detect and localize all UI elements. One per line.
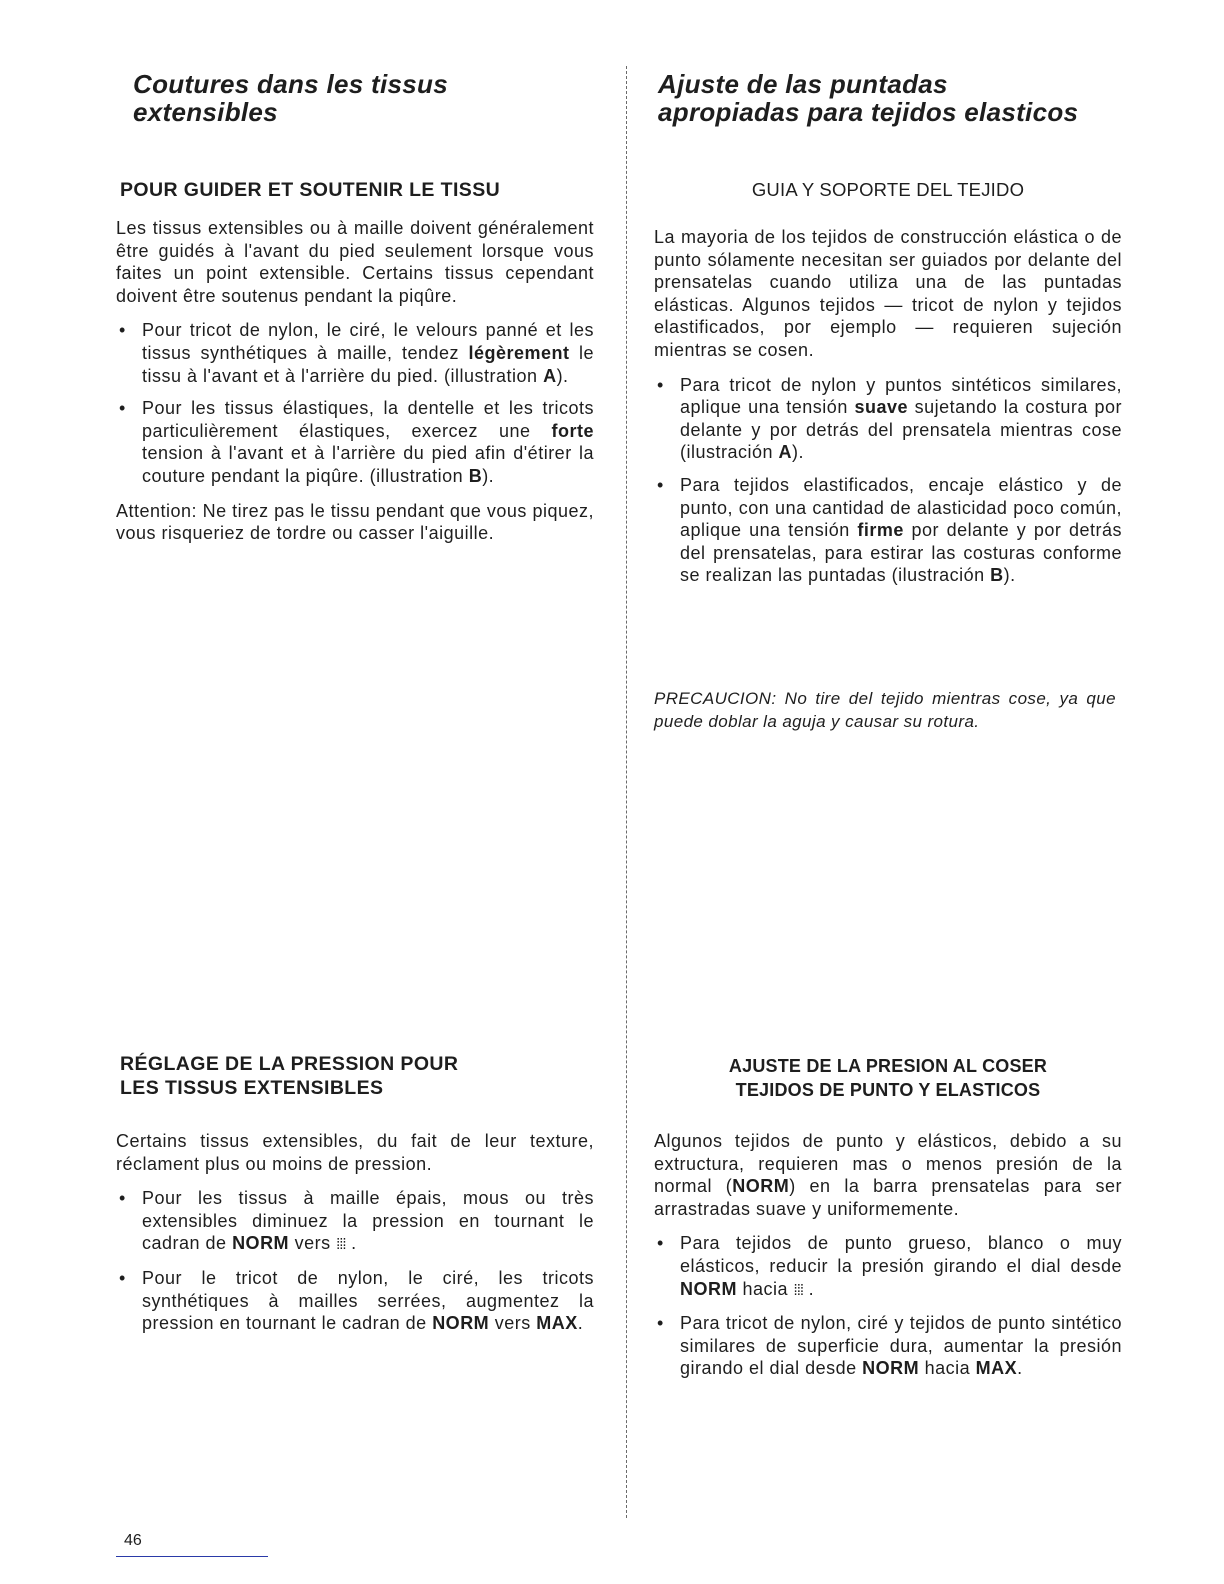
right-section1-intro: La mayoria de los tejidos de construcción elástica o de punto sólamente necesitan ser guiados por delante del prensatelas cuando utiliza una de las puntadas elásticas. Algunos tejidos — tricot de nylon y tejidos elastificados, por ejemplo — requieren sujeción mientras se cosen. xyxy=(654,227,1122,360)
list-item: • Pour le tricot de nylon, le ciré, les tricots synthétiques à mailles serrées, augmentez la pression en tournant le cadran de NORM vers MAX. xyxy=(119,1267,594,1334)
bullet-icon: • xyxy=(119,1267,126,1288)
right-section1-body xyxy=(654,226,1122,599)
right-caution-note: PRECAUCION: No tire del tejido mientras cose, ya que puede doblar la aguja y causar su rotura. xyxy=(654,689,1116,731)
right-section2-body xyxy=(654,1130,1122,1392)
left-section2-intro: Certains tissus extensibles, du fait de leur texture, réclament plus ou moins de pression. xyxy=(116,1131,594,1174)
right-section2-intro: Algunos tejidos de punto y elásticos, debido a su extructura, requieren mas o menos presión de la normal (NORM) en la barra prensatelas para ser arrastradas suave y uniformemente. xyxy=(654,1131,1122,1219)
page-number: 46 xyxy=(124,1532,142,1549)
right-title xyxy=(658,70,1078,126)
left-section2-heading: RÉGLAGE DE LA PRESSION POUR LES TISSUS EXTENSIBLES xyxy=(120,1053,459,1099)
left-title xyxy=(133,70,448,126)
list-item: • Para tricot de nylon, ciré y tejidos de punto sintético similares de superficie dura, aumentar la presión girando el dial desde NORM hacia MAX. xyxy=(657,1313,1122,1379)
page-number-underline xyxy=(116,1556,268,1557)
left-title-line-1: Coutures dans les tissus xyxy=(133,69,448,99)
right-title-line-1: Ajuste de las puntadas xyxy=(658,69,948,99)
right-section1-heading: GUIA Y SOPORTE DEL TEJIDO xyxy=(751,179,1025,200)
right-section2-bullets xyxy=(654,1232,1122,1380)
column-divider xyxy=(626,66,627,1518)
list-item: • Para tejidos de punto grueso, blanco o muy elásticos, reducir la presión girando el dial desde NORM hacia ⁞⁞⁞ . xyxy=(657,1233,1122,1299)
bullet-icon: • xyxy=(657,374,664,395)
right-section2-heading: AJUSTE DE LA PRESION AL COSER TEJIDOS DE PUNTO Y ELASTICOS xyxy=(728,1056,1048,1100)
left-section2-body xyxy=(116,1130,594,1347)
list-item: • Pour les tissus élastiques, la dentelle et les tricots particulièrement élastiques, exercez une forte tension à l'avant et à l'arrière du pied afin d'étirer la couture pendant la piqûre. (illustration B). xyxy=(119,398,594,486)
left-section1-heading: POUR GUIDER ET SOUTENIR LE TISSU xyxy=(120,179,501,201)
low-pressure-symbol-icon: ⁞⁞⁞ xyxy=(793,1281,804,1299)
left-section2-bullets xyxy=(116,1187,594,1335)
left-section1-bullets xyxy=(116,319,594,487)
list-item: • Pour tricot de nylon, le ciré, le velours panné et les tissus synthétiques à maille, tendez légèrement le tissu à l'avant et à l'arrière du pied. (illustration A). xyxy=(119,320,594,386)
bullet-icon: • xyxy=(119,398,126,419)
bullet-icon: • xyxy=(657,474,664,495)
list-item: • Para tejidos elastificados, encaje elástico y de punto, con una cantidad de alasticidad poco común, aplique una tensión firme por delante y por detrás del prensatelas, para estirar las costuras conforme se realizan las puntadas (ilustración B). xyxy=(657,474,1122,586)
list-item: • Pour les tissus à maille épais, mous ou très extensibles diminuez la pression en tournant le cadran de NORM vers ⁞⁞⁞ . xyxy=(119,1188,594,1254)
bullet-icon: • xyxy=(657,1313,664,1334)
left-section1-intro: Les tissus extensibles ou à maille doivent généralement être guidés à l'avant du pied seulement lorsque vous faites un point extensible. Certains tissus cependant doivent être soutenus pendant la piqûre. xyxy=(116,218,594,306)
right-title-line-2: apropiadas para tejidos elasticos xyxy=(658,97,1079,127)
left-section1-body xyxy=(116,217,594,557)
left-title-line-2: extensibles xyxy=(133,97,278,127)
bullet-icon: • xyxy=(119,320,126,341)
list-item: • Para tricot de nylon y puntos sintéticos similares, aplique una tensión suave sujetando la costura por delante y por detrás del prensatela mientras cose (ilustración A). xyxy=(657,374,1122,463)
bullet-icon: • xyxy=(119,1188,126,1209)
low-pressure-symbol-icon: ⁞⁞⁞ xyxy=(336,1236,346,1254)
left-attention-note: Attention: Ne tirez pas le tissu pendant que vous piquez, vous risqueriez de tordre ou casser l'aiguille. xyxy=(116,500,594,544)
bullet-icon: • xyxy=(657,1233,664,1254)
right-section1-bullets xyxy=(654,374,1122,587)
